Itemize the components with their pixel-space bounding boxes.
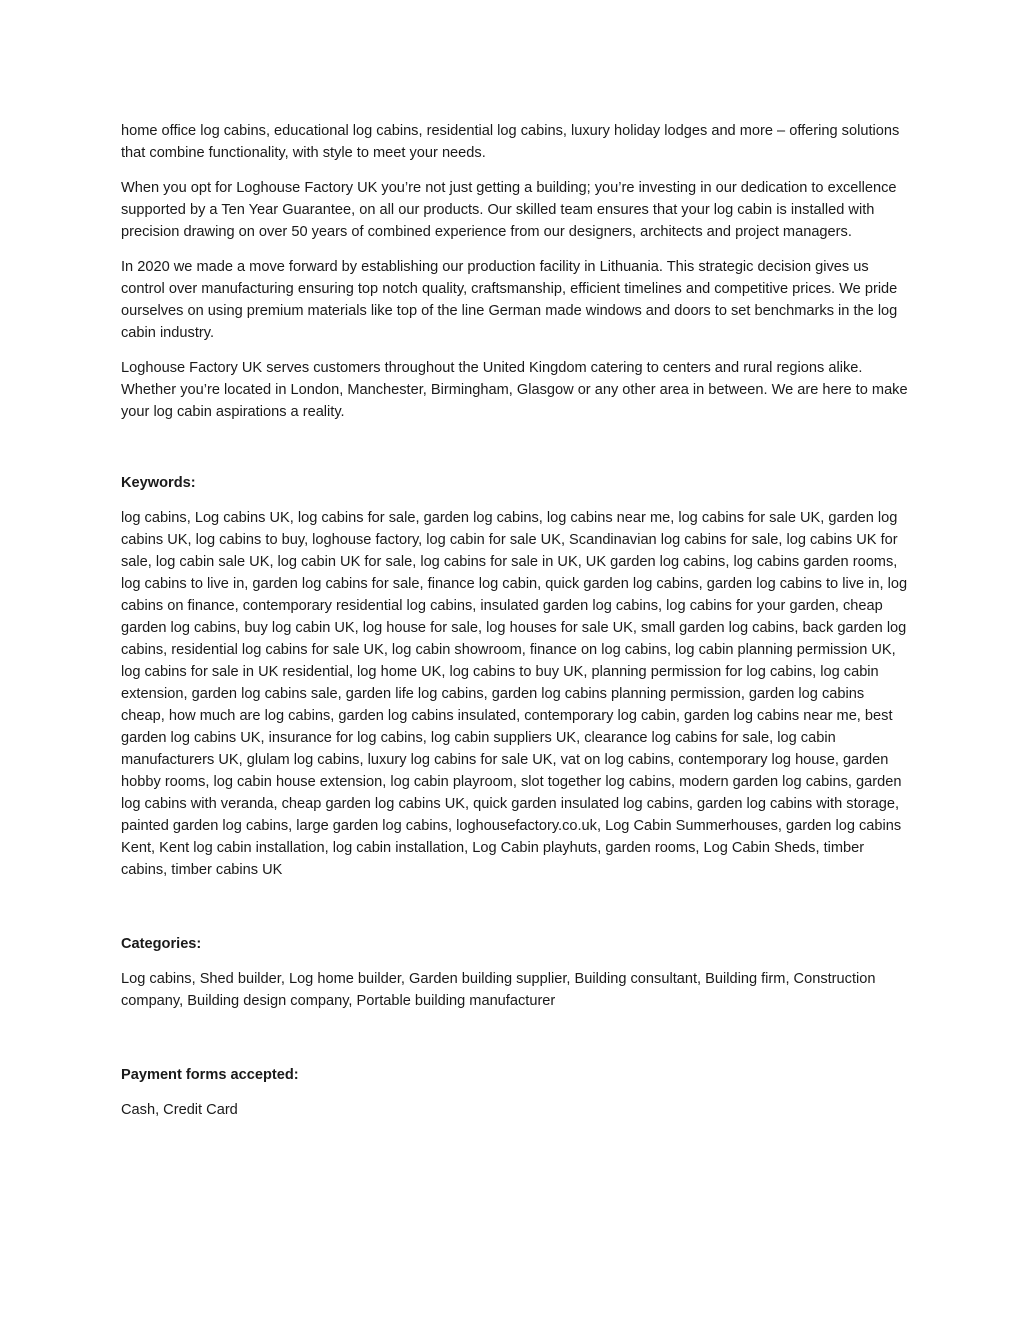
intro-paragraph-2: When you opt for Loghouse Factory UK you’re not just getting a building; you’re investing in our dedication to excellence supported by a Ten Year Guarantee, on all our products. Our skilled team ensures that your log cabin is installed with precision drawing on over 50 years of combined experience from our designers, architects and project managers. <box>121 180 897 240</box>
keywords-heading: Keywords: <box>121 475 196 491</box>
document-page <box>121 120 911 1134</box>
categories-heading: Categories: <box>121 936 202 952</box>
keywords-text: log cabins, Log cabins UK, log cabins for sale, garden log cabins, log cabins near me, log cabins for sale UK, garden log cabins UK, log cabins to buy, loghouse factory, log cabin for sale UK, Scandinavian log cabins for sale, log cabins UK for sale, log cabin sale UK, log cabin UK for sale, log cabins for sale in UK, UK garden log cabins, log cabins garden rooms, log cabins to live in, garden log cabins for sale, finance log cabin, quick garden log cabins, garden log cabins to live in, log cabins on finance, contemporary residential log cabins, insulated garden log cabins, log cabins for your garden, cheap garden log cabins, buy log cabin UK, log house for sale, log houses for sale UK, small garden log cabins, back garden log cabins, residential log cabins for sale UK, log cabin showroom, finance on log cabins, log cabin planning permission UK, log cabins for sale in UK residential, log home UK, log cabins to buy UK, planning permission for log cabins, log cabin extension, garden log cabins sale, garden life log cabins, garden log cabins planning permission, garden log cabins cheap, how much are log cabins, garden log cabins insulated, contemporary log cabin, garden log cabins near me, best garden log cabins UK, insurance for log cabins, log cabin suppliers UK, clearance log cabins for sale, log cabin manufacturers UK, glulam log cabins, luxury log cabins for sale UK, vat on log cabins, contemporary log house, garden hobby rooms, log cabin house extension, log cabin playroom, slot together log cabins, modern garden log cabins, garden log cabins with veranda, cheap garden log cabins UK, quick garden insulated log cabins, garden log cabins with storage, painted garden log cabins, large garden log cabins, loghousefactory.co.uk, Log Cabin Summerhouses, garden log cabins Kent, Kent log cabin installation, log cabin installation, Log Cabin playhuts, garden rooms, Log Cabin Sheds, timber cabins, timber cabins UK <box>121 510 908 878</box>
categories-text: Log cabins, Shed builder, Log home builder, Garden building supplier, Building consultant, Building firm, Construction company, Building design company, Portable building manufacturer <box>121 971 876 1009</box>
payment-text: Cash, Credit Card <box>121 1102 238 1118</box>
payment-heading: Payment forms accepted: <box>121 1067 299 1083</box>
intro-paragraph-1: home office log cabins, educational log cabins, residential log cabins, luxury holiday lodges and more – offering solutions that combine functionality, with style to meet your needs. <box>121 123 900 161</box>
intro-paragraph-3: In 2020 we made a move forward by establishing our production facility in Lithuania. This strategic decision gives us control over manufacturing ensuring top notch quality, craftsmanship, efficient timelines and competitive prices. We pride ourselves on using premium materials like top of the line German made windows and doors to set benchmarks in the log cabin industry. <box>121 259 898 341</box>
intro-paragraph-4: Loghouse Factory UK serves customers throughout the United Kingdom catering to centers and rural regions alike. Whether you’re located in London, Manchester, Birmingham, Glasgow or any other area in between. We are here to make your log cabin aspirations a reality. <box>121 360 908 420</box>
